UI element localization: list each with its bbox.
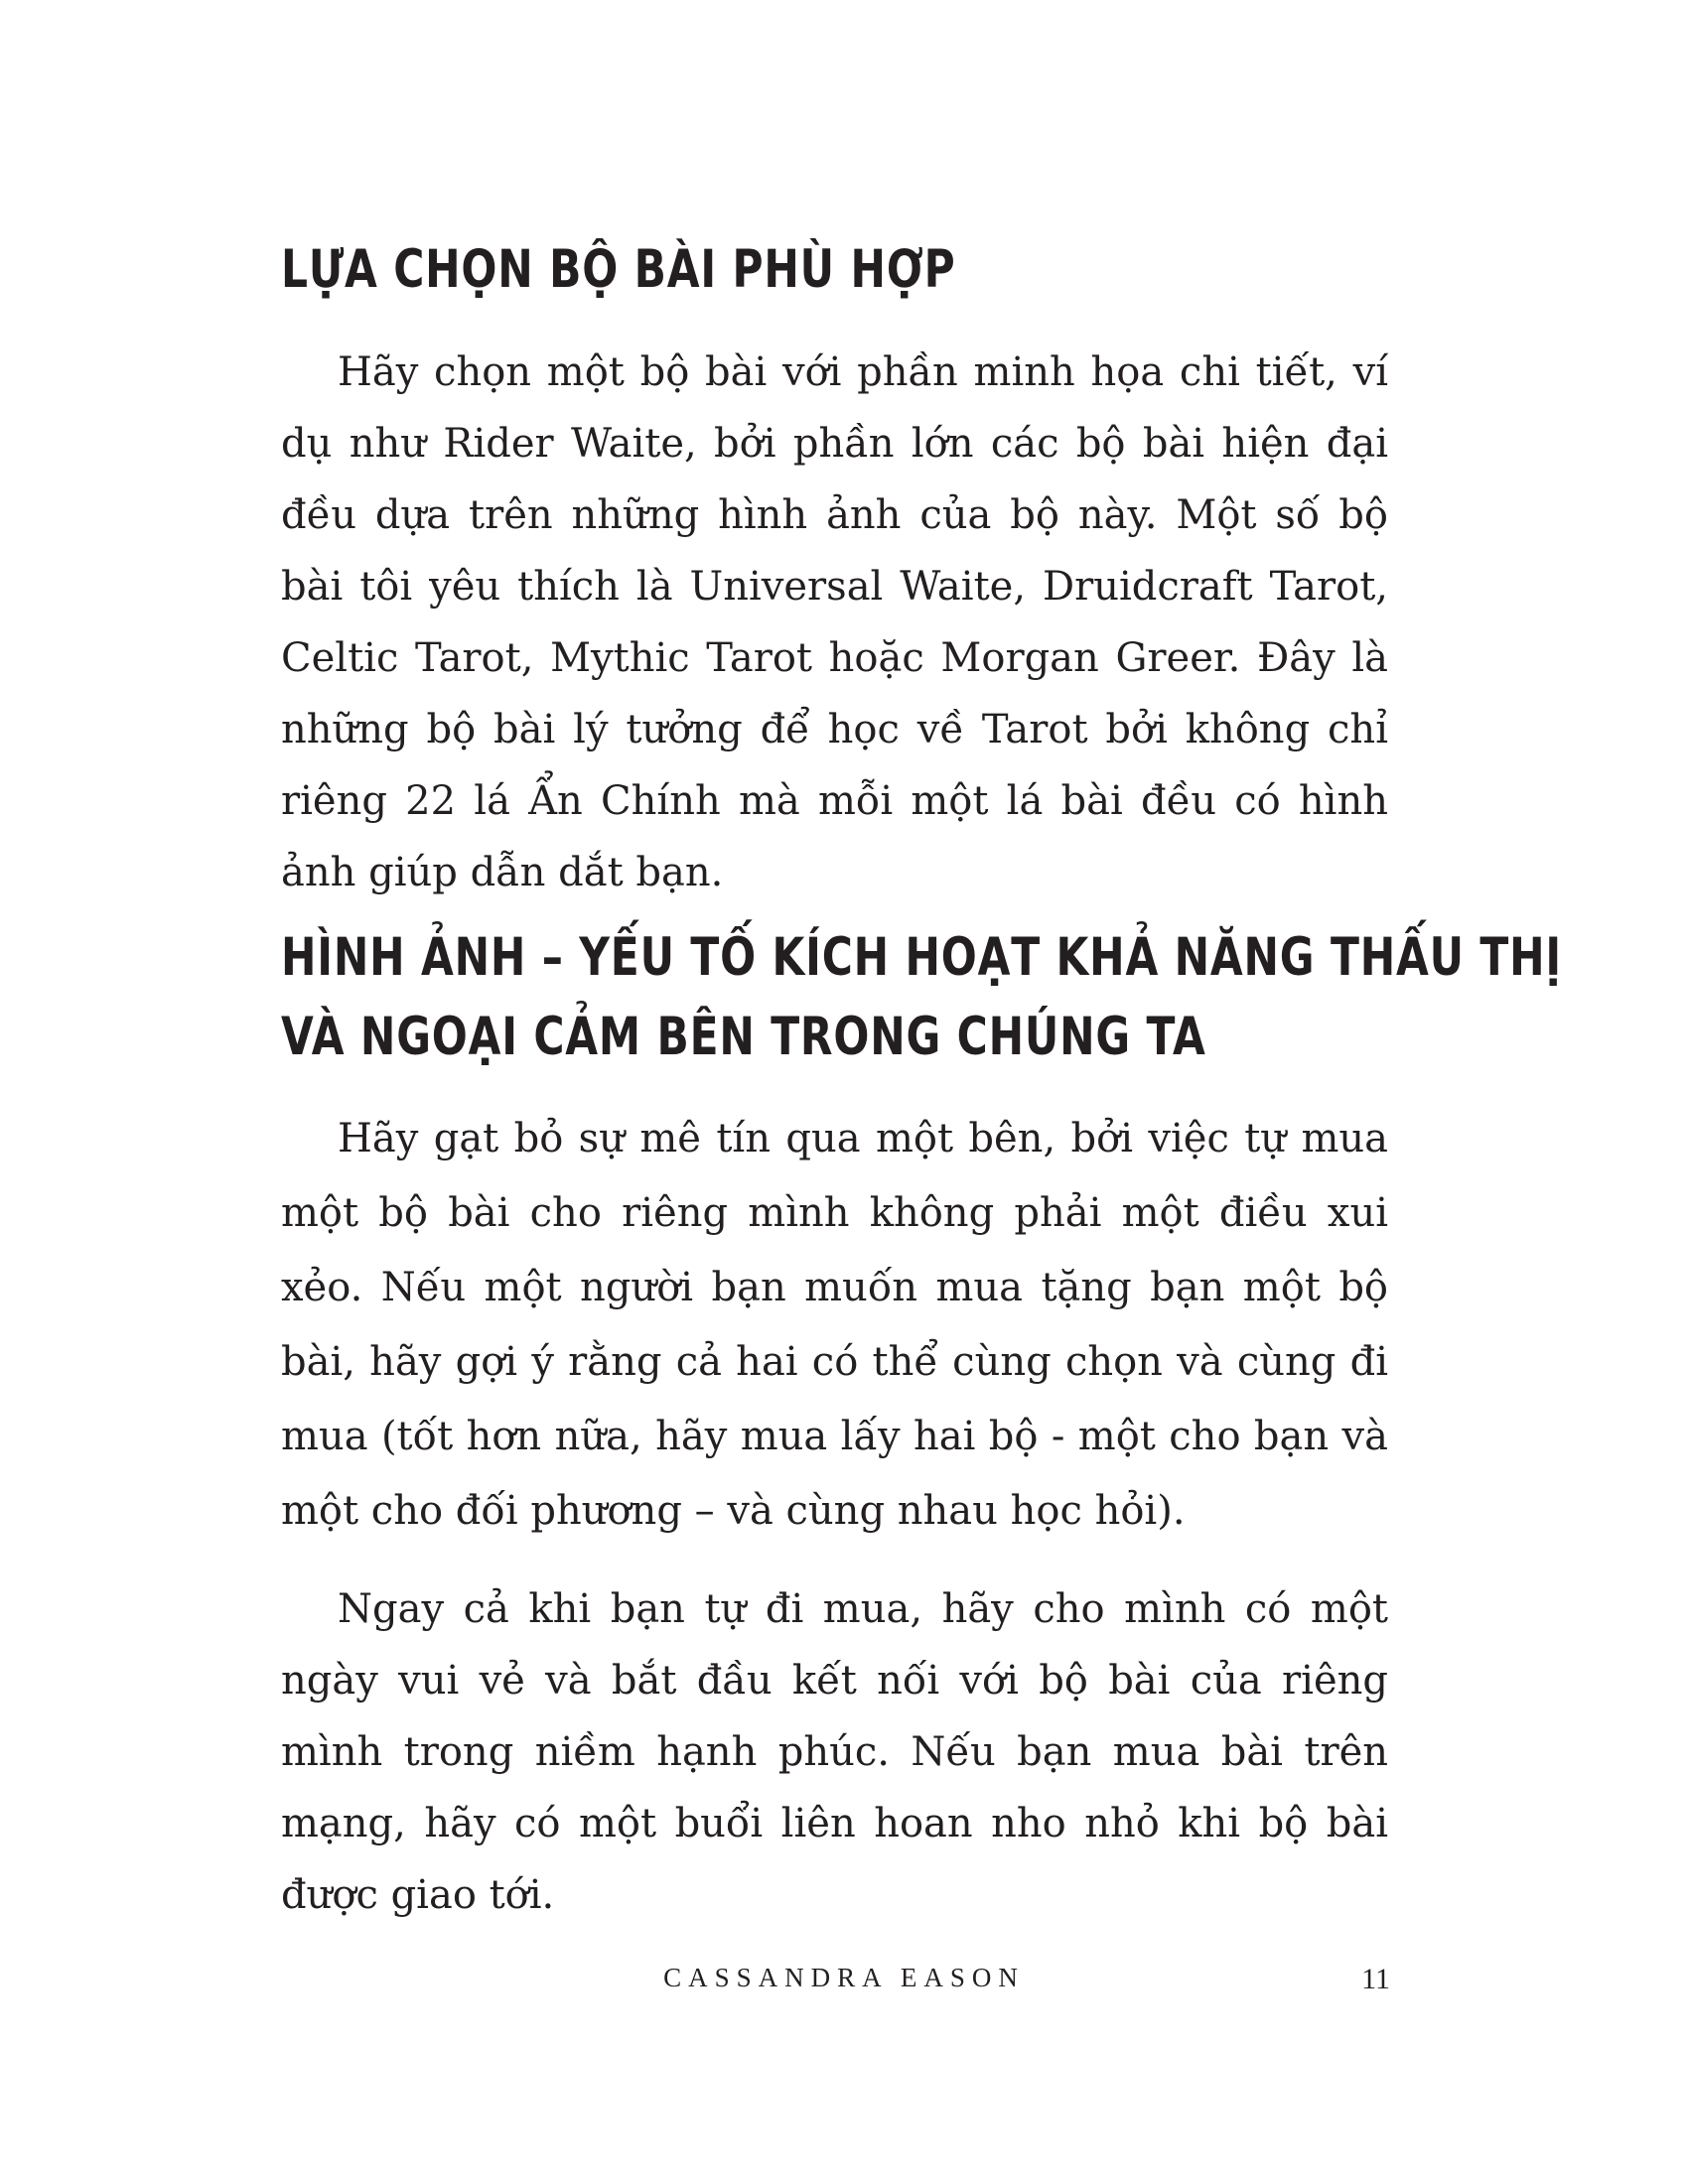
page-number: 11	[1361, 1963, 1390, 1995]
section-heading-choose-deck: LỰA CHỌN BỘ BÀI PHÙ HỢP	[281, 239, 956, 300]
paragraph-superstition: Hãy gạt bỏ sự mê tín qua một bên, bởi việc tự mua một bộ bài cho riêng mình không phải một điều xui xẻo. Nếu một người bạn muốn mua tặng bạn một bộ bài, hãy gợi ý rằng cả hai có thể cùng chọn và cùng đi mua (tốt hơn nữa, hãy mua lấy hai bộ - một cho bạn và một cho đối phương – và cùng nhau học hỏi).	[281, 1116, 1388, 1534]
section-heading-images-line2: VÀ NGOẠI CẢM BÊN TRONG CHÚNG TA	[281, 1007, 1206, 1067]
footer-author: CASSANDRA EASON	[663, 1963, 1025, 1992]
paragraph-buy-deck: Ngay cả khi bạn tự đi mua, hãy cho mình có một ngày vui vẻ và bắt đầu kết nối với bộ bài của riêng mình trong niềm hạnh phúc. Nếu bạn mua bài trên mạng, hãy có một buổi liên hoan nho nhỏ khi bộ bài được giao tới.	[281, 1586, 1388, 1918]
section-heading-images-line1: HÌNH ẢNH – YẾU TỐ KÍCH HOẠT KHẢ NĂNG THẤU THỊ	[281, 927, 1562, 988]
paragraph-choose-deck: Hãy chọn một bộ bài với phần minh họa chi tiết, ví dụ như Rider Waite, bởi phần lớn các bộ bài hiện đại đều dựa trên những hình ảnh của bộ này. Một số bộ bài tôi yêu thích là Universal Waite, Druidcraft Tarot, Celtic Tarot, Mythic Tarot hoặc Morgan Greer. Đây là những bộ bài lý tưởng để học về Tarot bởi không chỉ riêng 22 lá Ẩn Chính mà mỗi một lá bài đều có hình ảnh giúp dẫn dắt bạn.	[281, 349, 1388, 895]
